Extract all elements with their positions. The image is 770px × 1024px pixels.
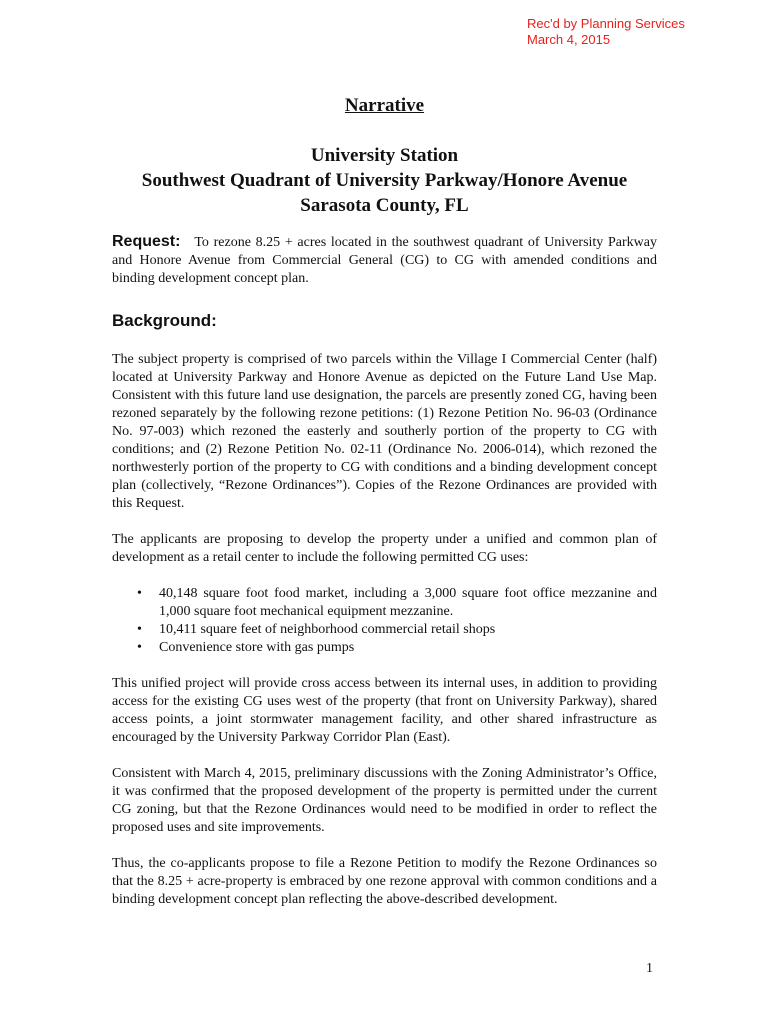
permitted-uses-list [112,585,657,657]
subtitle-location: Southwest Quadrant of University Parkway/Honore Avenue [141,170,628,191]
background-paragraph-3: This unified project will provide cross access between its internal uses, in addition to providing access for the existing CG uses west of the property (that front on University Parkway), shared access points, a joint stormwater management facility, and other shared infrastructure as encouraged by the University Parkway Corridor Plan (East). [112,676,657,745]
background-paragraph-2: The applicants are proposing to develop the property under a unified and common plan of development as a retail center to include the following permitted CG uses: [112,532,657,565]
list-item [137,639,657,657]
bullet-icon: • [137,586,142,601]
document-title: Narrative [344,95,425,116]
subtitle-county: Sarasota County, FL [300,195,469,216]
request-label: Request: [112,233,181,250]
background-paragraph-5: Thus, the co-applicants propose to file a Rezone Petition to modify the Rezone Ordinances so that the 8.25 + acre-property is embraced by one rezone approval with common conditions and a binding development concept plan reflecting the above-described development. [112,856,657,907]
bullet-icon: • [137,640,142,655]
list-item-text: 10,411 square feet of neighborhood commercial retail shops [159,622,496,637]
page-number: 1 [646,961,653,976]
list-item-text: Convenience store with gas pumps [159,640,355,655]
list-item-text: 40,148 square foot food market, including a 3,000 square foot office mezzanine and 1,000 square foot mechanical equipment mezzanine. [159,586,657,619]
subtitle-project-name: University Station [310,145,459,166]
bullet-icon: • [137,622,142,637]
stamp-line-received: Rec'd by Planning Services [527,16,685,31]
document-subtitle [112,143,657,218]
list-item [137,585,657,621]
stamp-line-date: March 4, 2015 [527,32,611,47]
background-paragraph-1: The subject property is comprised of two parcels within the Village I Commercial Center (half) located at University Parkway and Honore Avenue as depicted on the Future Land Use Map. Consistent with this future land use designation, the parcels are presently zoned CG, having been rezoned separately by the following rezone petitions: (1) Rezone Petition No. 96-03 (Ordinance No. 97-003) which rezoned the easterly and southerly portion of the property to CG with conditions; and (2) Rezone Petition No. 02-11 (Ordinance No. 2006-014), which rezoned the northwesterly portion of the property to CG with conditions and a binding development concept plan (collectively, “Rezone Ordinances”). Copies of the Rezone Ordinances are provided with this Request. [112,352,657,511]
list-item [137,621,657,639]
request-paragraph [112,233,657,288]
background-heading: Background: [112,311,217,330]
request-text: To rezone 8.25 + acres located in the southwest quadrant of University Parkway and Honore Avenue from Commercial General (CG) to CG with amended conditions and binding development concept plan. [112,235,657,286]
received-stamp [527,16,685,48]
document-body [112,95,657,909]
background-paragraph-4: Consistent with March 4, 2015, preliminary discussions with the Zoning Administrator’s Office, it was confirmed that the proposed development of the property is permitted under the current CG zoning, but that the Rezone Ordinances would need to be modified in order to reflect the proposed uses and site improvements. [112,766,657,835]
